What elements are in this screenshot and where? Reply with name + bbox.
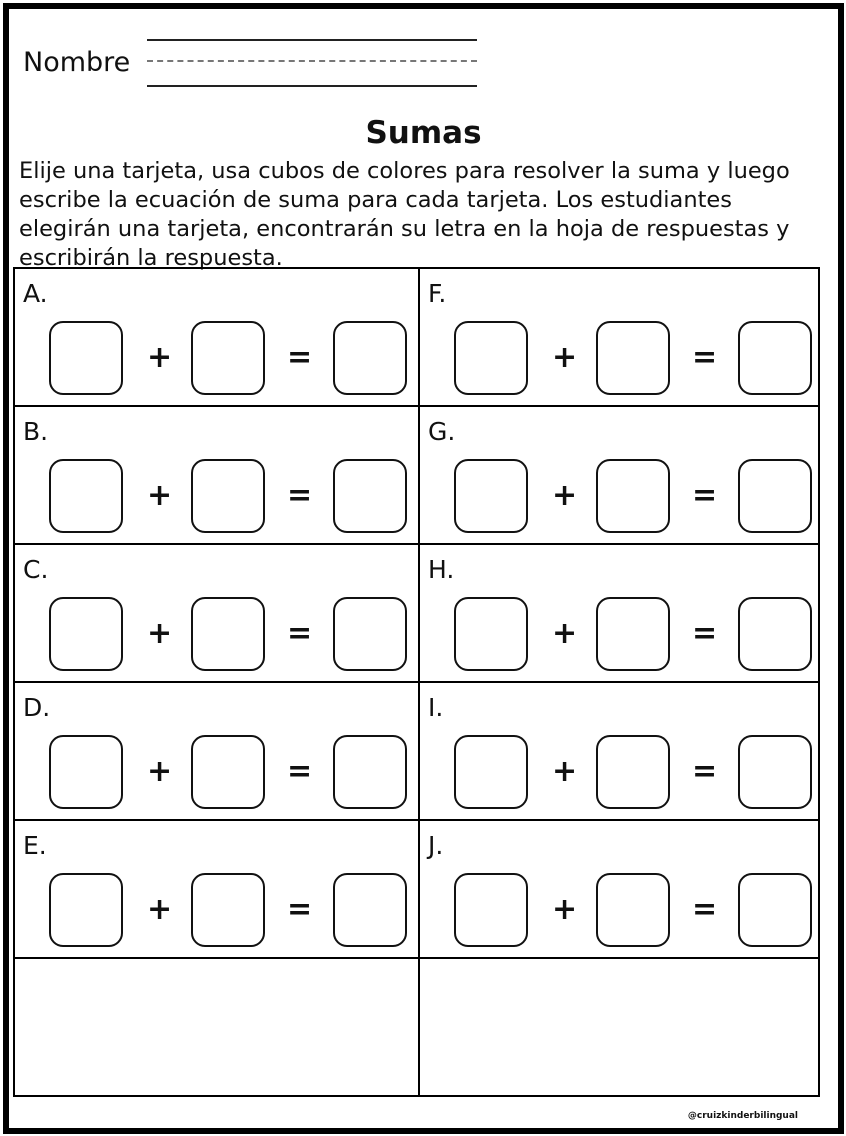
- sum-answer-box[interactable]: [738, 873, 812, 947]
- instructions-text: Elije una tarjeta, usa cubos de colores para resolver la suma y luego escribe la ecuación de suma para cada tarjeta. Los estudiantes elegirán una tarjeta, encontrarán su letra en la hoja de respuestas y escribirán la respuesta.: [19, 158, 790, 271]
- addend-one-box[interactable]: [49, 735, 123, 809]
- card-grid: [13, 267, 820, 1097]
- card-label: B.: [23, 417, 49, 446]
- card-cell: [420, 683, 818, 821]
- card-label: I.: [428, 693, 444, 722]
- equals-sign: =: [692, 616, 718, 651]
- plus-sign: +: [552, 892, 578, 927]
- equals-sign: =: [287, 478, 313, 513]
- card-cell: [420, 821, 818, 959]
- name-label: Nombre: [23, 47, 131, 78]
- sum-answer-box[interactable]: [333, 459, 407, 533]
- addend-two-box[interactable]: [191, 321, 265, 395]
- plus-sign: +: [147, 478, 173, 513]
- addend-two-box[interactable]: [191, 873, 265, 947]
- name-line-middle: [147, 60, 477, 62]
- plus-sign: +: [552, 478, 578, 513]
- equals-sign: =: [287, 754, 313, 789]
- equals-sign: =: [692, 754, 718, 789]
- plus-sign: +: [552, 754, 578, 789]
- plus-sign: +: [147, 616, 173, 651]
- addend-two-box[interactable]: [596, 321, 670, 395]
- plus-sign: +: [147, 892, 173, 927]
- empty-cell: [420, 959, 818, 1095]
- card-cell: [420, 545, 818, 683]
- sum-answer-box[interactable]: [738, 321, 812, 395]
- addend-one-box[interactable]: [49, 597, 123, 671]
- addend-one-box[interactable]: [454, 873, 528, 947]
- sum-answer-box[interactable]: [738, 459, 812, 533]
- card-label: A.: [23, 279, 48, 308]
- addend-one-box[interactable]: [49, 873, 123, 947]
- equals-sign: =: [692, 478, 718, 513]
- sum-answer-box[interactable]: [333, 735, 407, 809]
- plus-sign: +: [552, 616, 578, 651]
- card-label: G.: [428, 417, 456, 446]
- sum-answer-box[interactable]: [333, 321, 407, 395]
- plus-sign: +: [552, 340, 578, 375]
- name-line-top: [147, 39, 477, 41]
- addend-one-box[interactable]: [49, 321, 123, 395]
- card-label: J.: [428, 831, 444, 860]
- sum-answer-box[interactable]: [738, 735, 812, 809]
- plus-sign: +: [147, 754, 173, 789]
- sum-answer-box[interactable]: [333, 873, 407, 947]
- card-label: C.: [23, 555, 49, 584]
- addend-two-box[interactable]: [596, 735, 670, 809]
- card-cell: [420, 269, 818, 407]
- worksheet-page: [3, 3, 844, 1134]
- addend-two-box[interactable]: [596, 459, 670, 533]
- addend-two-box[interactable]: [596, 597, 670, 671]
- card-label: H.: [428, 555, 455, 584]
- card-cell: [15, 821, 420, 959]
- addend-one-box[interactable]: [454, 735, 528, 809]
- card-label: D.: [23, 693, 51, 722]
- addend-one-box[interactable]: [454, 597, 528, 671]
- name-row: [19, 33, 489, 93]
- addend-two-box[interactable]: [191, 597, 265, 671]
- empty-cell: [15, 959, 420, 1095]
- sum-answer-box[interactable]: [333, 597, 407, 671]
- equals-sign: =: [287, 892, 313, 927]
- equals-sign: =: [692, 892, 718, 927]
- equals-sign: =: [287, 340, 313, 375]
- card-cell: [15, 407, 420, 545]
- equals-sign: =: [692, 340, 718, 375]
- page-title: Sumas: [365, 115, 482, 151]
- card-cell: [15, 683, 420, 821]
- card-cell: [420, 407, 818, 545]
- sum-answer-box[interactable]: [738, 597, 812, 671]
- credit-text: @cruizkinderbilingual: [687, 1111, 798, 1121]
- addend-one-box[interactable]: [454, 321, 528, 395]
- addend-one-box[interactable]: [454, 459, 528, 533]
- equals-sign: =: [287, 616, 313, 651]
- plus-sign: +: [147, 340, 173, 375]
- card-label: E.: [23, 831, 47, 860]
- card-cell: [15, 545, 420, 683]
- addend-two-box[interactable]: [191, 735, 265, 809]
- addend-one-box[interactable]: [49, 459, 123, 533]
- addend-two-box[interactable]: [596, 873, 670, 947]
- card-label: F.: [428, 279, 447, 308]
- card-cell: [15, 269, 420, 407]
- name-write-field[interactable]: [147, 85, 477, 87]
- addend-two-box[interactable]: [191, 459, 265, 533]
